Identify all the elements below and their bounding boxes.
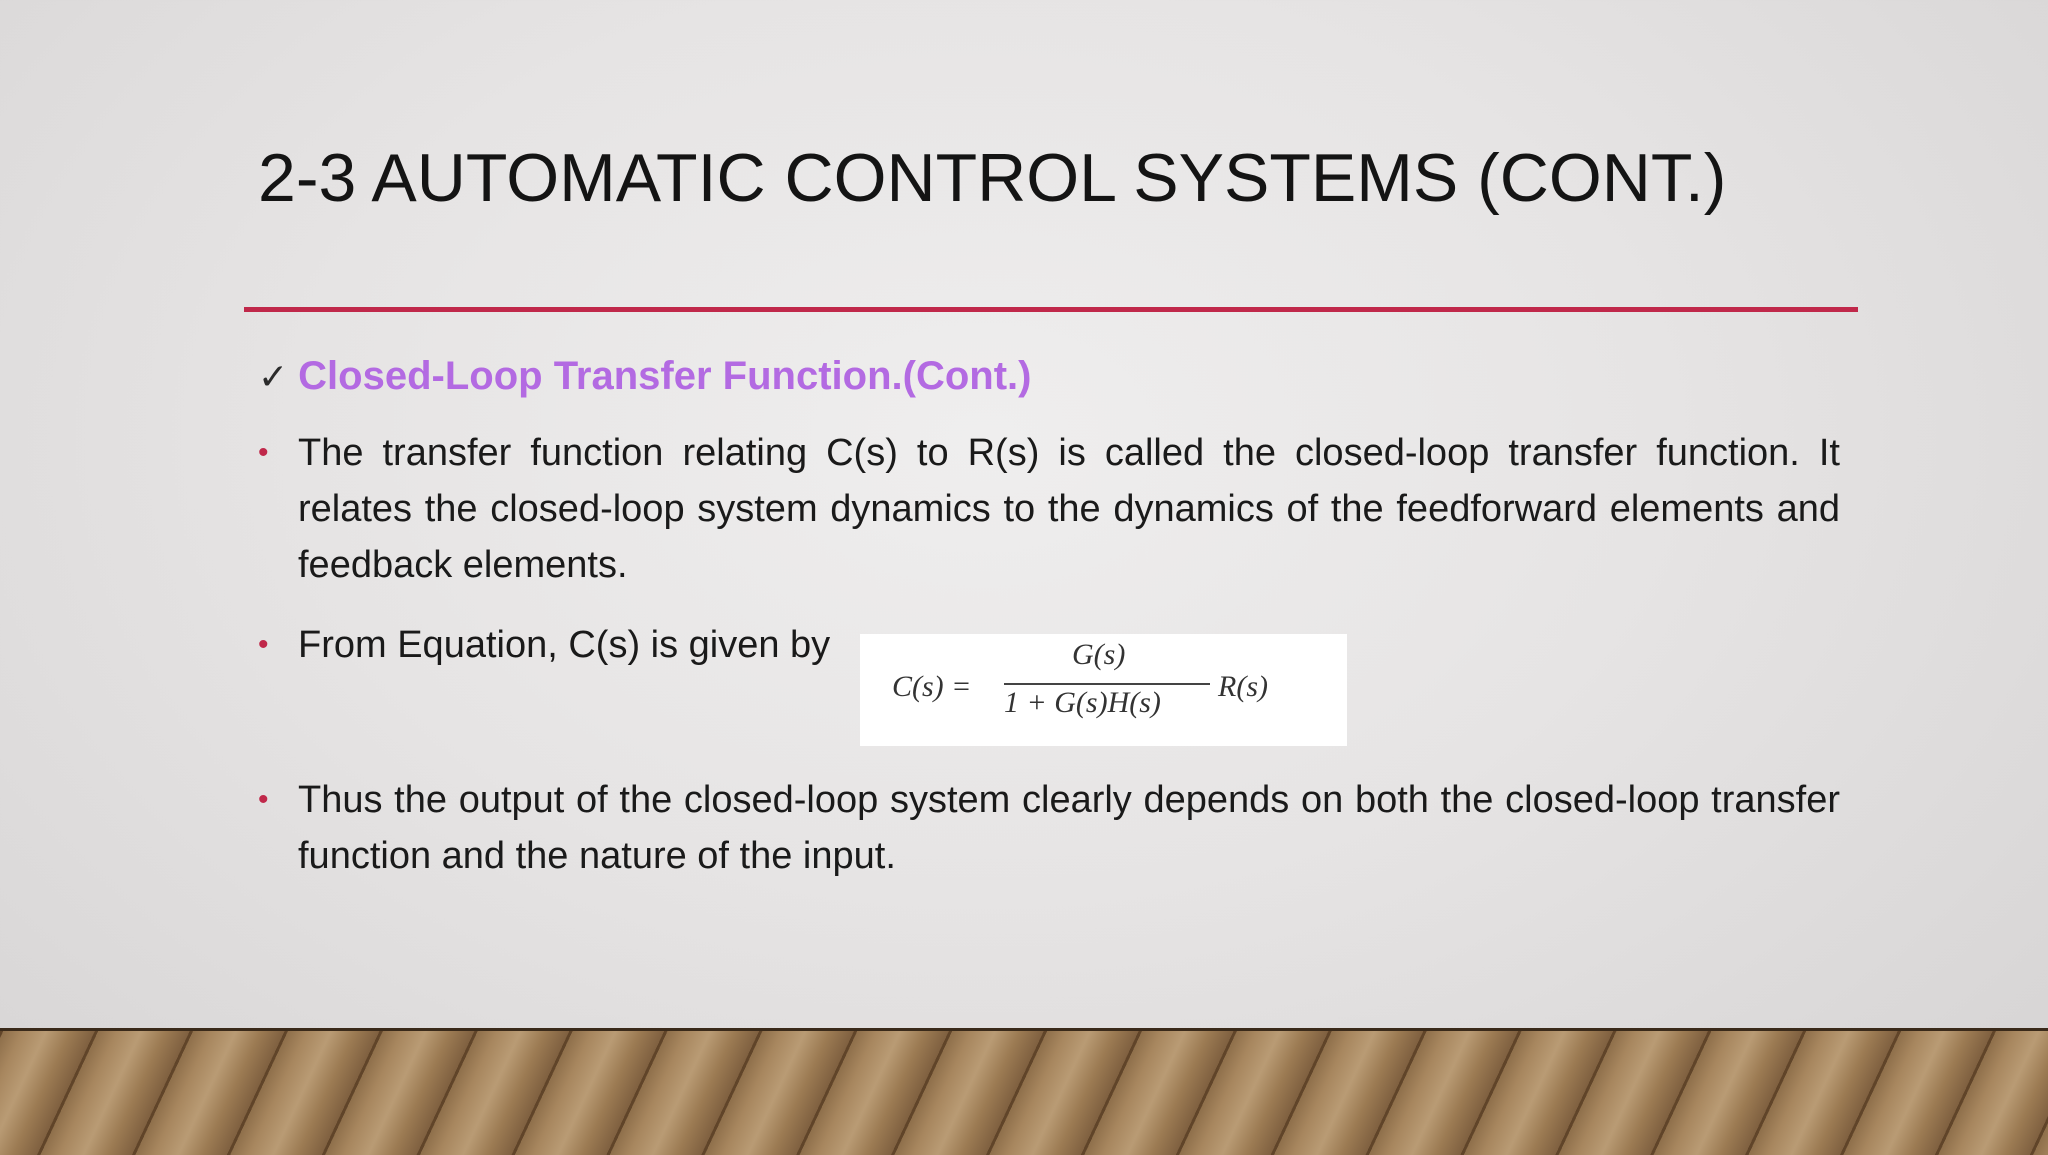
bullet-item bbox=[258, 425, 1840, 593]
bullet-item bbox=[258, 772, 1840, 884]
bullet-text: From Equation, C(s) is given by bbox=[298, 624, 831, 666]
equation-rhs: R(s) bbox=[1218, 670, 1268, 703]
equation-lhs: C(s) = bbox=[892, 670, 972, 703]
title-divider bbox=[244, 307, 1858, 312]
subheading-text: Closed-Loop Transfer Function.(Cont.) bbox=[298, 354, 1032, 398]
fraction-bar bbox=[1004, 683, 1210, 685]
slide-title: 2-3 AUTOMATIC CONTROL SYSTEMS (CONT.) bbox=[258, 140, 1727, 216]
equation-image bbox=[860, 634, 1347, 746]
bullet-text: The transfer function relating C(s) to R(s) is called the closed-loop transfer function. It relates the closed-loop system dynamics to the dynamics of the feedforward elements and feedback elements. bbox=[298, 432, 1840, 586]
wood-floor-decoration bbox=[0, 1028, 2048, 1155]
bullet-icon: • bbox=[258, 628, 269, 661]
bullet-icon: • bbox=[258, 436, 269, 469]
bullet-icon: • bbox=[258, 783, 269, 816]
bullet-text: Thus the output of the closed-loop system clearly depends on both the closed-loop transfer function and the nature of the input. bbox=[298, 779, 1840, 877]
equation-numerator: G(s) bbox=[1072, 638, 1126, 671]
checkmark-icon: ✓ bbox=[258, 356, 289, 397]
bullet-item bbox=[258, 617, 878, 673]
equation-denominator: 1 + G(s)H(s) bbox=[1004, 686, 1161, 719]
subheading bbox=[258, 348, 1031, 405]
